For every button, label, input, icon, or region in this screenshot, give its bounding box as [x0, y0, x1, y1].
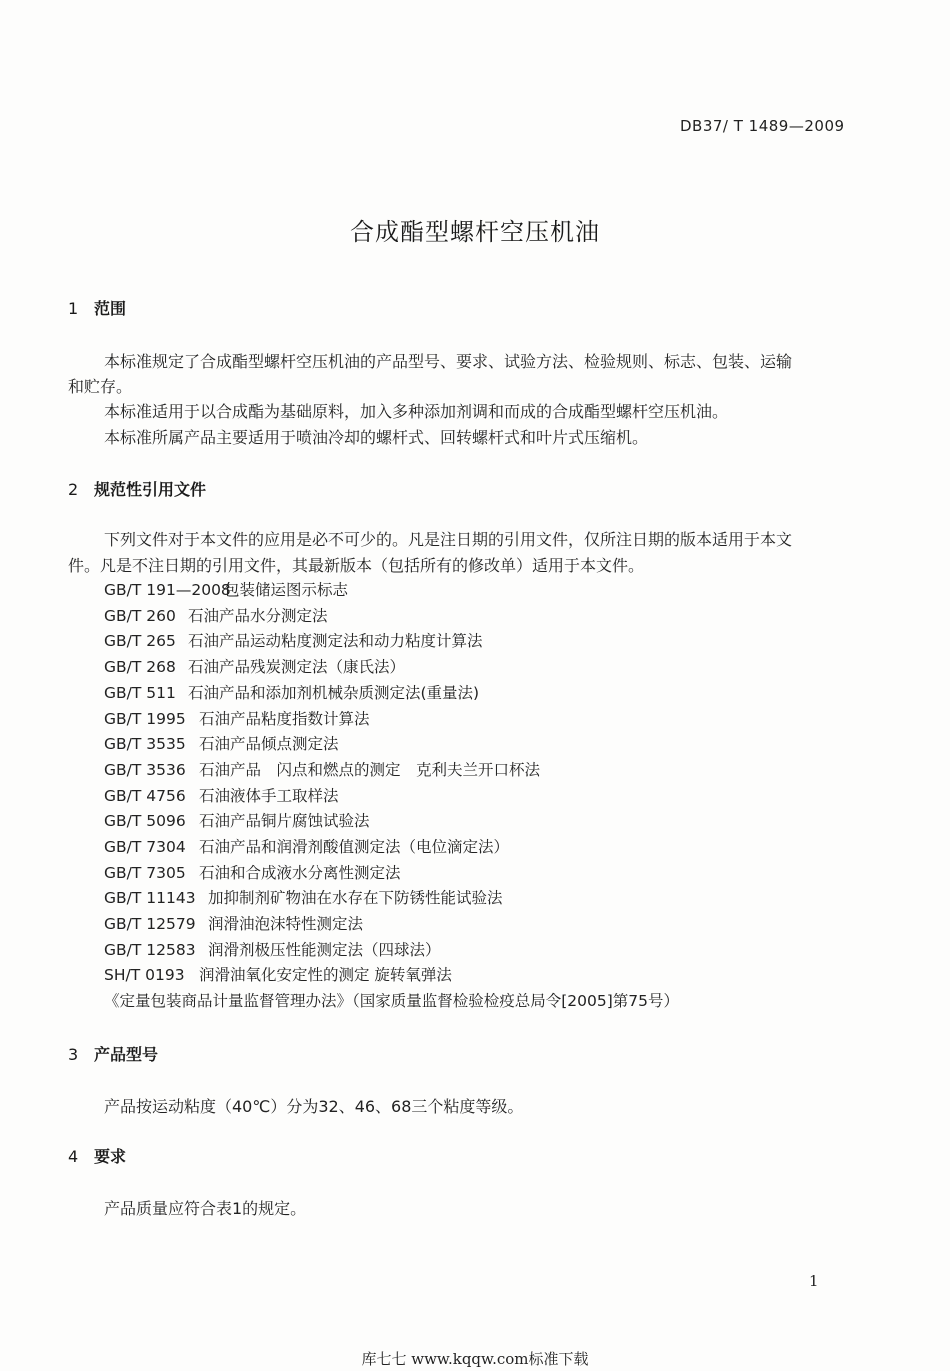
reference-title: 石油产品粘度指数计算法 [199, 710, 370, 728]
reference-item [104, 732, 339, 754]
reference-title: 石油产品 闪点和燃点的测定 克利夫兰开口杯法 [199, 761, 541, 779]
reference-title: 石油产品和润滑剂酸值测定法（电位滴定法） [199, 838, 510, 856]
section-4-title: 要求 [94, 1147, 127, 1166]
reference-item [104, 629, 483, 651]
reference-code: GB/T 12583 [104, 941, 196, 959]
reference-item [104, 861, 401, 883]
reference-title: 石油产品运动粘度测定法和动力粘度计算法 [188, 632, 483, 650]
reference-item [104, 835, 509, 857]
section-3-title: 产品型号 [94, 1045, 159, 1064]
reference-title: 包装储运图示标志 [224, 581, 349, 599]
reference-title: 石油产品和添加剂机械杂质测定法(重量法) [188, 684, 480, 702]
section-1-heading [68, 296, 126, 319]
reference-item [104, 809, 370, 831]
reference-item [104, 963, 452, 985]
reference-title: 加抑制剂矿物油在水存在下防锈性能试验法 [208, 889, 503, 907]
reference-code: GB/T 12579 [104, 915, 196, 933]
reference-code: GB/T 7304 [104, 838, 186, 856]
reference-code: SH/T 0193 [104, 966, 185, 984]
section-4-heading [68, 1144, 126, 1167]
reference-item [104, 938, 441, 960]
reference-title: 石油产品残炭测定法（康氏法） [188, 658, 406, 676]
section-3-text: 产品按运动粘度（40℃）分为32、46、68三个粘度等级。 [104, 1097, 524, 1116]
reference-title: 石油产品倾点测定法 [199, 735, 339, 753]
section-1-para2: 本标准适用于以合成酯为基础原料，加入多种添加剂调和而成的合成酯型螺杆空压机油。 [104, 402, 729, 421]
reference-code: GB/T 4756 [104, 787, 186, 805]
reference-code: GB/T 260 [104, 607, 176, 625]
reference-code: GB/T 5096 [104, 812, 186, 830]
section-3-number: 3 [68, 1045, 79, 1064]
reference-item [104, 578, 348, 600]
section-1-para3: 本标准所属产品主要适用于喷油冷却的螺杆式、回转螺杆式和叶片式压缩机。 [104, 428, 649, 447]
reference-title: 石油和合成液水分离性测定法 [199, 864, 401, 882]
reference-item [104, 707, 370, 729]
section-2-intro-line2: 件。凡是不注日期的引用文件，其最新版本（包括所有的修改单）适用于本文件。 [68, 556, 645, 575]
section-4-text: 产品质量应符合表1的规定。 [104, 1199, 307, 1218]
section-2-number: 2 [68, 480, 79, 499]
reference-code: GB/T 191—2008 [104, 581, 231, 599]
reference-code: GB/T 265 [104, 632, 176, 650]
section-2-heading [68, 477, 206, 500]
section-2-intro-line1: 下列文件对于本文件的应用是必不可少的。凡是注日期的引用文件，仅所注日期的版本适用于本文 [104, 530, 793, 549]
regulation-reference: 《定量包装商品计量监督管理办法》（国家质量监督检验检疫总局令[2005]第75号） [104, 992, 680, 1010]
section-1-title: 范围 [94, 299, 127, 318]
reference-title: 石油液体手工取样法 [199, 787, 339, 805]
reference-title: 润滑油氧化安定性的测定 旋转氧弹法 [199, 966, 452, 984]
reference-item [104, 912, 363, 934]
reference-code: GB/T 268 [104, 658, 176, 676]
reference-title: 润滑剂极压性能测定法（四球法） [208, 941, 441, 959]
reference-item [104, 604, 328, 626]
reference-title: 石油产品铜片腐蚀试验法 [199, 812, 370, 830]
section-4-number: 4 [68, 1147, 79, 1166]
section-2-title: 规范性引用文件 [94, 480, 207, 499]
reference-title: 润滑油泡沫特性测定法 [208, 915, 364, 933]
section-1-para1-line1: 本标准规定了合成酯型螺杆空压机油的产品型号、要求、试验方法、检验规则、标志、包装、运输 [104, 352, 793, 371]
reference-item [104, 886, 503, 908]
reference-code: GB/T 11143 [104, 889, 196, 907]
document-title: 合成酯型螺杆空压机油 [350, 218, 600, 246]
reference-title: 石油产品水分测定法 [188, 607, 328, 625]
reference-code: GB/T 3535 [104, 735, 186, 753]
reference-item [104, 784, 339, 806]
section-3-heading [68, 1042, 158, 1065]
reference-item [104, 758, 540, 780]
footer-watermark: 库七七 www.kqqw.com标准下载 [361, 1350, 589, 1368]
reference-item [104, 681, 479, 703]
reference-code: GB/T 511 [104, 684, 176, 702]
reference-code: GB/T 3536 [104, 761, 186, 779]
section-1-para1-line2: 和贮存。 [68, 377, 133, 396]
reference-code: GB/T 1995 [104, 710, 186, 728]
document-code: DB37/ T 1489—2009 [680, 117, 845, 135]
reference-item [104, 655, 405, 677]
page-number: 1 [809, 1272, 819, 1290]
reference-code: GB/T 7305 [104, 864, 186, 882]
section-1-number: 1 [68, 299, 79, 318]
